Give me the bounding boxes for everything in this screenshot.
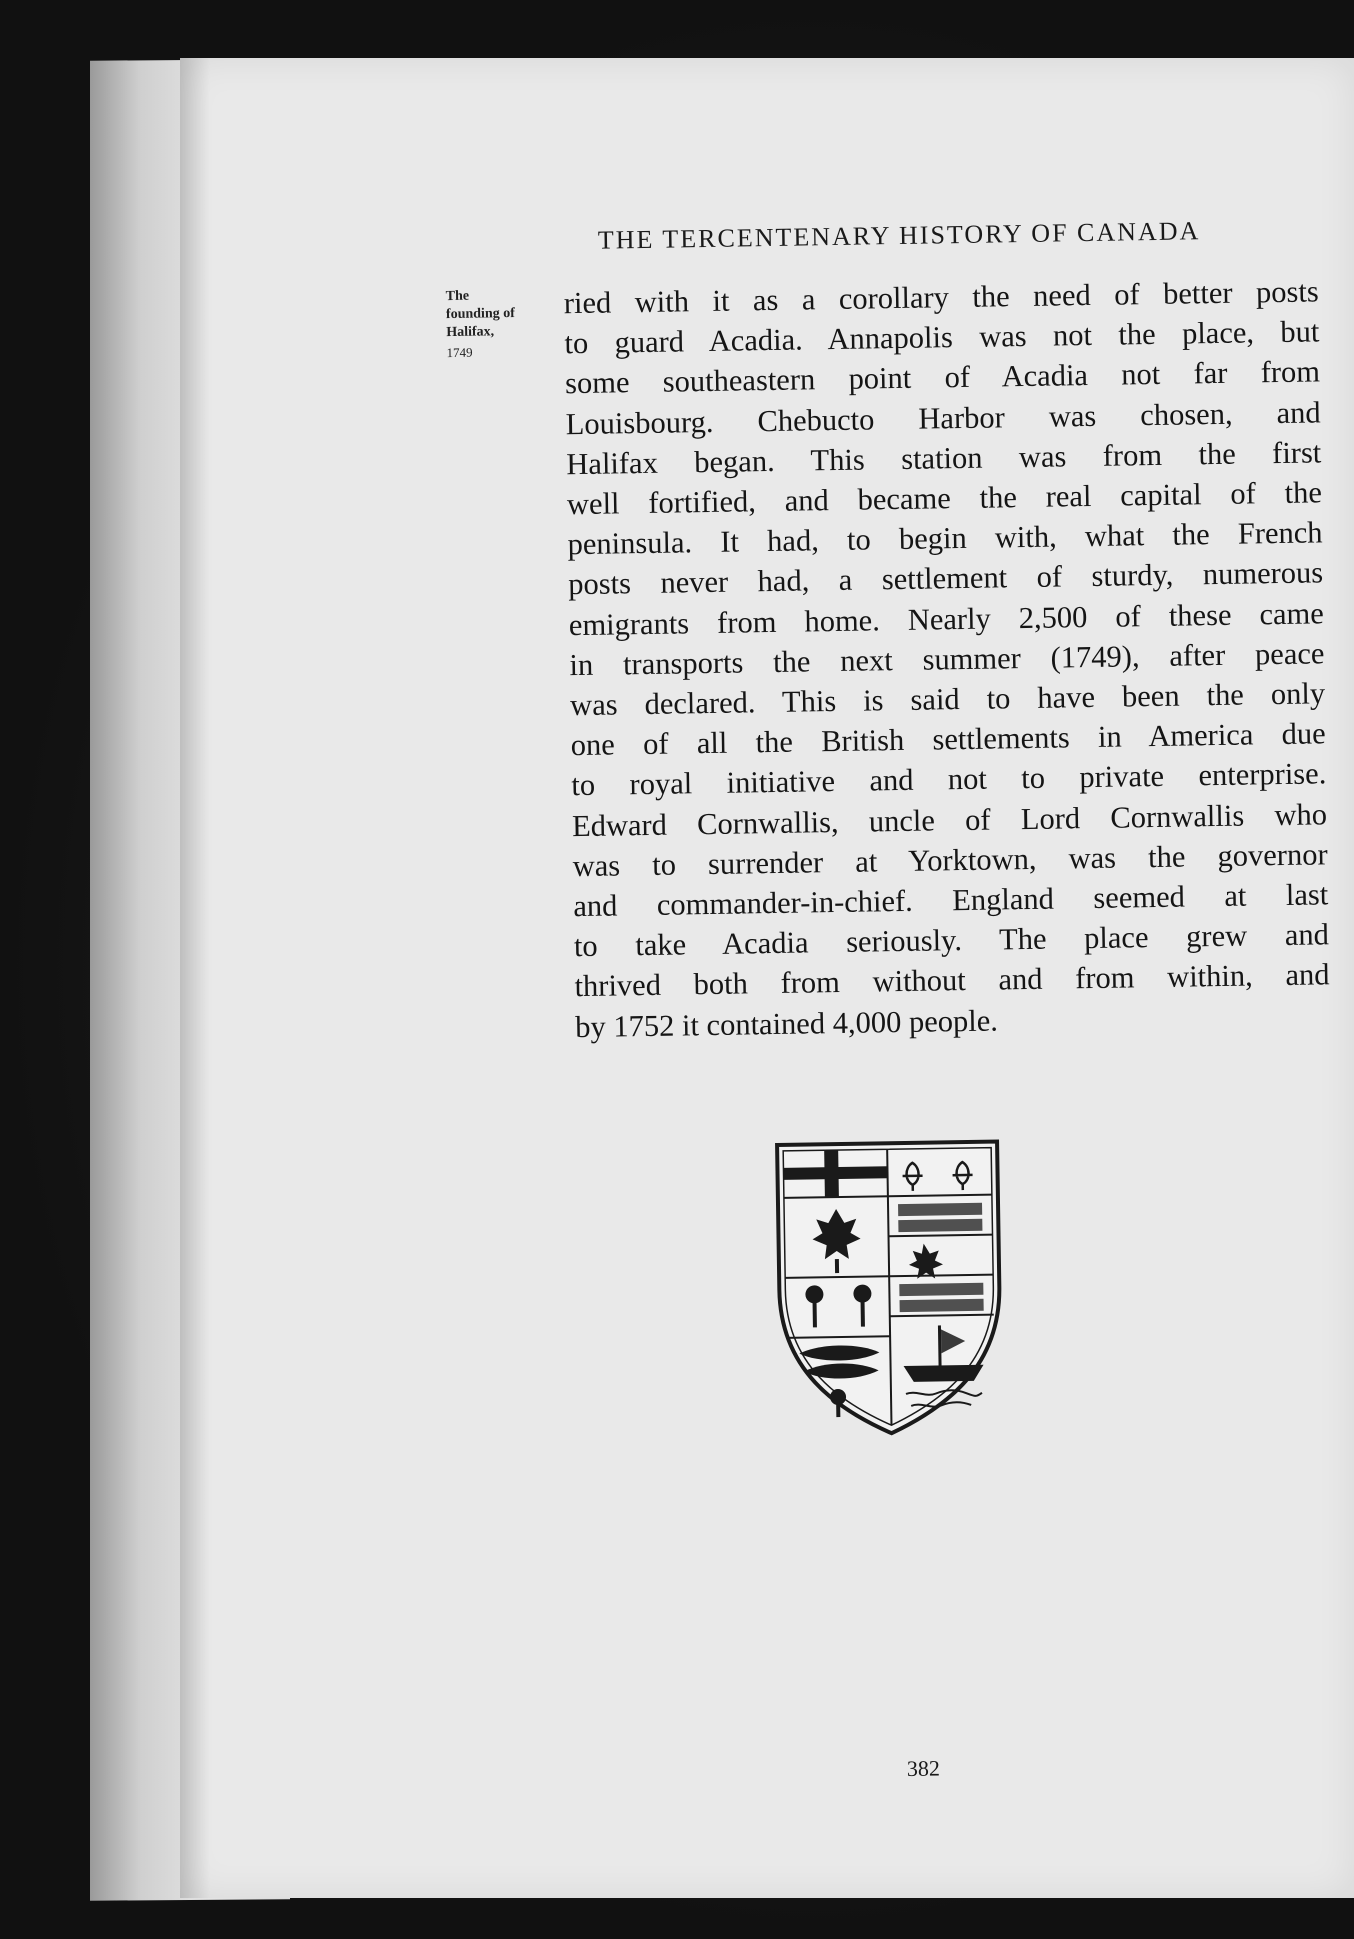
page-content bbox=[180, 49, 1354, 1907]
text-line: thrived both from without and from within, and bbox=[574, 957, 1330, 1004]
body-paragraph bbox=[564, 271, 1331, 1047]
text-line: to guard Acadia. Annapolis was not the place, but bbox=[564, 314, 1320, 361]
text-line: by 1752 it contained 4,000 people. bbox=[574, 1003, 999, 1044]
text-line: to take Acadia seriously. The place grew and bbox=[573, 917, 1330, 964]
book-page bbox=[180, 58, 1354, 1898]
text-line: some southeastern point of Acadia not far from bbox=[564, 354, 1321, 401]
text-line: ried with it as a corollary the need of better posts bbox=[563, 274, 1320, 321]
text-line: well fortified, and became the real capital of the bbox=[566, 475, 1323, 522]
margin-note-line: founding of bbox=[445, 305, 515, 323]
text-line: Edward Cornwallis, uncle of Lord Cornwallis who bbox=[571, 796, 1328, 843]
page-number: 382 bbox=[906, 1755, 941, 1782]
text-line: and commander-in-chief. England seemed at last bbox=[573, 877, 1329, 924]
text-line: Louisbourg. Chebucto Harbor was chosen, and bbox=[565, 394, 1321, 441]
text-line: was declared. This is said to have been the only bbox=[569, 676, 1326, 723]
margin-note-line: The bbox=[445, 288, 470, 305]
coat-of-arms-icon bbox=[772, 1136, 1007, 1440]
text-line: was to surrender at Yorktown, was the governor bbox=[572, 837, 1328, 883]
margin-note bbox=[446, 286, 567, 362]
text-line: in transports the next summer (1749), after peace bbox=[569, 636, 1325, 683]
text-line: emigrants from home. Nearly 2,500 of these came bbox=[568, 595, 1325, 642]
running-head: THE TERCENTENARY HISTORY OF CANADA bbox=[597, 216, 1201, 255]
gutter-shadow bbox=[180, 58, 210, 1898]
margin-note-line: Halifax, bbox=[446, 324, 495, 341]
text-line: posts never had, a settlement of sturdy, numerous bbox=[567, 555, 1324, 602]
text-line: Halifax began. This station was from the first bbox=[566, 435, 1322, 482]
text-line: one of all the British settlements in America due bbox=[570, 716, 1326, 763]
text-line: peninsula. It had, to begin with, what the French bbox=[567, 515, 1323, 562]
margin-note-year: 1749 bbox=[446, 344, 473, 361]
text-line: to royal initiative and not to private enterprise. bbox=[571, 756, 1327, 803]
